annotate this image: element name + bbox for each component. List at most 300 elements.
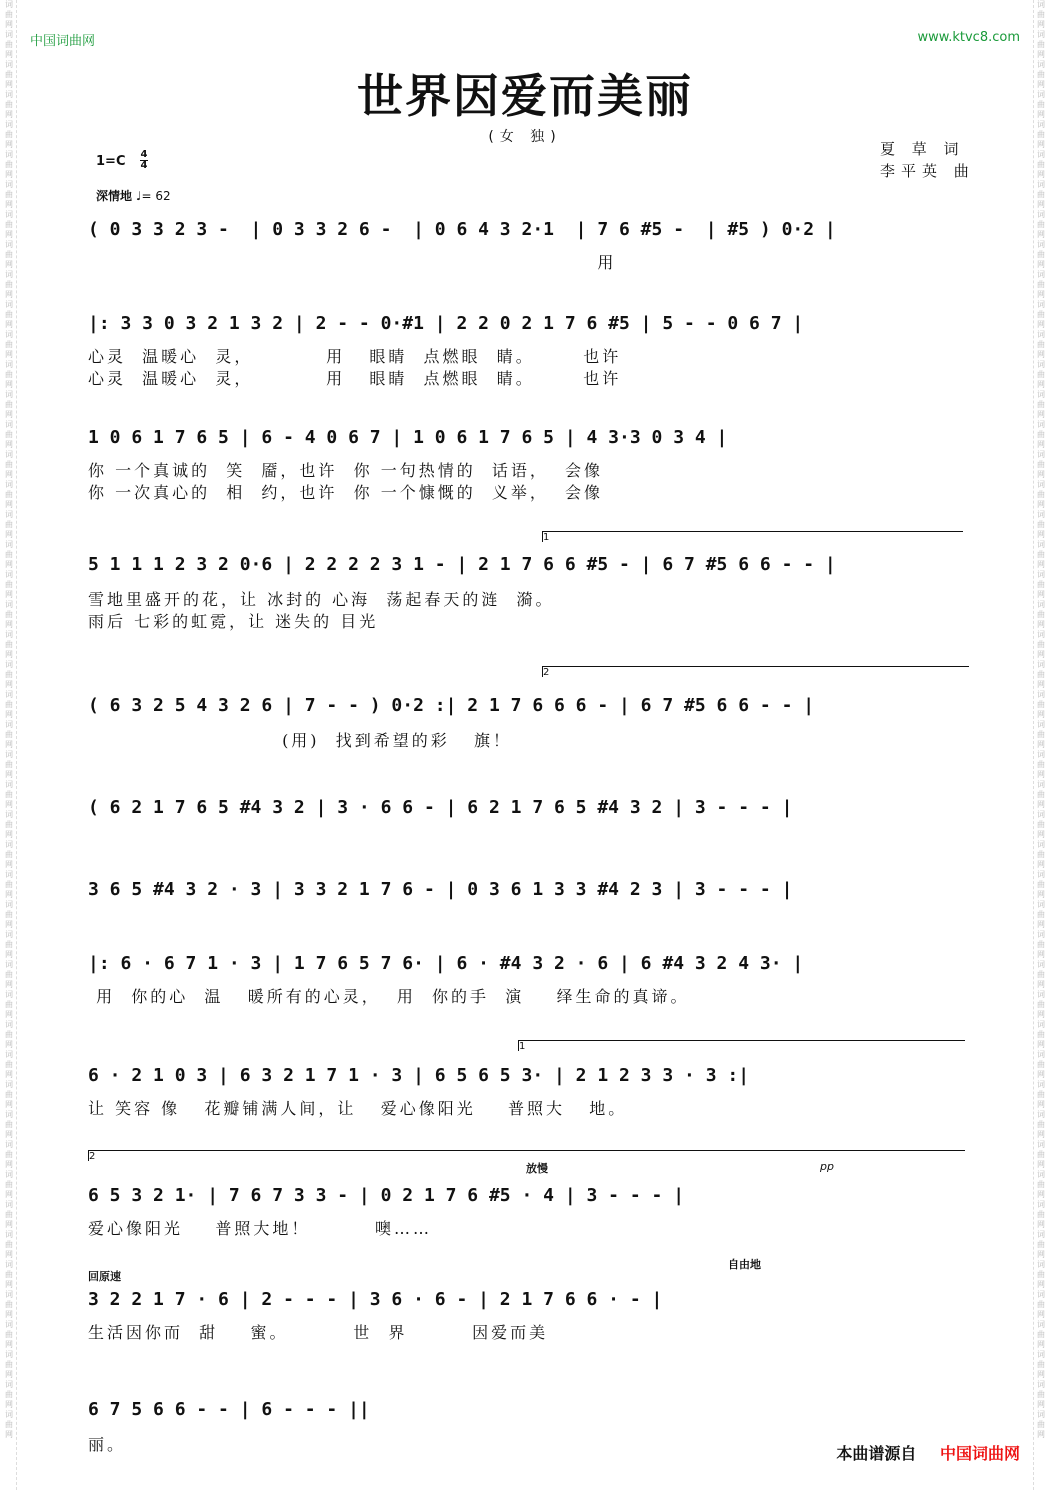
watermark-glyph: 网 — [1037, 290, 1045, 299]
watermark-glyph: 曲 — [1037, 490, 1045, 499]
watermark-glyph: 曲 — [1037, 700, 1045, 709]
watermark-glyph: 网 — [1037, 350, 1045, 359]
watermark-glyph: 网 — [1037, 1430, 1045, 1439]
watermark-glyph: 词 — [1037, 930, 1045, 939]
tempo-marking — [96, 187, 171, 204]
watermark-glyph: 曲 — [5, 1270, 13, 1279]
watermark-glyph: 曲 — [5, 400, 13, 409]
watermark-glyph: 曲 — [5, 190, 13, 199]
lyrics-row-1-a: 用 — [88, 253, 617, 272]
watermark-glyph: 词 — [1037, 120, 1045, 129]
watermark-glyph: 曲 — [1037, 790, 1045, 799]
watermark-glyph: 词 — [5, 810, 13, 819]
lyrics-row-11-a: 生活因你而 甜 蜜。 世 界 因爱而美 — [88, 1323, 549, 1342]
watermark-glyph: 曲 — [5, 970, 13, 979]
watermark-glyph: 网 — [5, 1100, 13, 1109]
watermark-glyph: 曲 — [1037, 670, 1045, 679]
watermark-glyph: 网 — [1037, 50, 1045, 59]
watermark-glyph: 曲 — [1037, 1300, 1045, 1309]
watermark-glyph: 网 — [1037, 1160, 1045, 1169]
watermark-glyph: 网 — [5, 410, 13, 419]
watermark-glyph: 曲 — [5, 310, 13, 319]
watermark-glyph: 曲 — [1037, 940, 1045, 949]
watermark-glyph: 网 — [1037, 470, 1045, 479]
watermark-glyph: 曲 — [1037, 610, 1045, 619]
watermark-glyph: 曲 — [1037, 220, 1045, 229]
watermark-glyph: 网 — [5, 770, 13, 779]
watermark-glyph: 词 — [5, 1260, 13, 1269]
watermark-glyph: 曲 — [1037, 1000, 1045, 1009]
volta-1-bottom: 1 — [518, 1040, 965, 1051]
watermark-glyph: 网 — [1037, 1400, 1045, 1409]
site-url-right[interactable]: www.ktvc8.com — [917, 30, 1020, 45]
watermark-glyph: 词 — [1037, 420, 1045, 429]
watermark-glyph: 曲 — [5, 1240, 13, 1249]
watermark-glyph: 网 — [1037, 1100, 1045, 1109]
watermark-glyph: 词 — [1037, 1350, 1045, 1359]
watermark-glyph: 网 — [5, 1400, 13, 1409]
watermark-glyph: 网 — [5, 380, 13, 389]
a-tempo-marking: 回原速 — [88, 1270, 121, 1283]
watermark-glyph: 网 — [1037, 920, 1045, 929]
watermark-glyph: 词 — [1037, 1260, 1045, 1269]
watermark-glyph: 词 — [1037, 1230, 1045, 1239]
watermark-glyph: 词 — [1037, 30, 1045, 39]
watermark-glyph: 曲 — [1037, 460, 1045, 469]
watermark-glyph: 词 — [1037, 1050, 1045, 1059]
watermark-glyph: 词 — [5, 1350, 13, 1359]
watermark-glyph: 网 — [5, 20, 13, 29]
watermark-glyph: 词 — [5, 840, 13, 849]
watermark-glyph: 网 — [1037, 530, 1045, 539]
watermark-glyph: 网 — [5, 470, 13, 479]
watermark-glyph: 词 — [5, 1320, 13, 1329]
site-name-left[interactable]: 中国词曲网 — [30, 34, 96, 49]
watermark-glyph: 曲 — [1037, 100, 1045, 109]
watermark-glyph: 网 — [5, 260, 13, 269]
watermark-glyph: 网 — [1037, 620, 1045, 629]
watermark-glyph: 词 — [5, 540, 13, 549]
watermark-glyph: 网 — [5, 440, 13, 449]
watermark-glyph: 曲 — [5, 40, 13, 49]
notes-row-10: 6 5 3 2 1· | 7 6 7 3 3 - | 0 2 1 7 6 #5 · 4 | 3 - - - | — [88, 1184, 685, 1206]
watermark-glyph: 曲 — [1037, 1390, 1045, 1399]
lyrics-row-10-a: 爱心像阳光 普照大地！ 噢…… — [88, 1219, 433, 1238]
watermark-glyph: 网 — [5, 650, 13, 659]
rubato-marking: 自由地 — [728, 1258, 761, 1271]
watermark-glyph: 词 — [5, 750, 13, 759]
watermark-glyph: 网 — [1037, 1070, 1045, 1079]
watermark-glyph: 网 — [1037, 1010, 1045, 1019]
key-signature: 1=C — [96, 154, 126, 169]
watermark-glyph: 曲 — [1037, 1180, 1045, 1189]
watermark-glyph: 词 — [5, 660, 13, 669]
watermark-glyph: 网 — [5, 1070, 13, 1079]
watermark-glyph: 曲 — [5, 520, 13, 529]
watermark-glyph: 网 — [5, 170, 13, 179]
watermark-glyph: 词 — [5, 510, 13, 519]
watermark-glyph: 曲 — [5, 1300, 13, 1309]
watermark-glyph: 曲 — [5, 1360, 13, 1369]
watermark-glyph: 网 — [1037, 890, 1045, 899]
watermark-glyph: 曲 — [1037, 160, 1045, 169]
watermark-glyph: 曲 — [5, 10, 13, 19]
watermark-glyph: 词 — [1037, 1290, 1045, 1299]
watermark-glyph: 曲 — [5, 70, 13, 79]
watermark-glyph: 曲 — [5, 340, 13, 349]
watermark-glyph: 曲 — [1037, 370, 1045, 379]
watermark-glyph: 网 — [5, 980, 13, 989]
watermark-glyph: 网 — [1037, 740, 1045, 749]
watermark-glyph: 词 — [1037, 720, 1045, 729]
watermark-glyph: 网 — [5, 530, 13, 539]
watermark-glyph: 网 — [5, 1370, 13, 1379]
watermark-glyph: 词 — [1037, 330, 1045, 339]
watermark-glyph: 词 — [5, 150, 13, 159]
watermark-glyph: 网 — [5, 890, 13, 899]
watermark-glyph: 词 — [5, 90, 13, 99]
notes-row-8: |: 6 · 6 7 1 · 3 | 1 7 6 5 7 6· | 6 · #4 3 2 · 6 | 6 #4 3 2 4 3· | — [88, 952, 804, 974]
watermark-glyph: 词 — [5, 210, 13, 219]
watermark-glyph: 词 — [1037, 300, 1045, 309]
watermark-glyph: 词 — [5, 1020, 13, 1029]
watermark-glyph: 词 — [5, 300, 13, 309]
watermark-glyph: 网 — [5, 710, 13, 719]
watermark-glyph: 网 — [5, 1160, 13, 1169]
watermark-glyph: 网 — [1037, 230, 1045, 239]
watermark-glyph: 词 — [1037, 690, 1045, 699]
watermark-glyph: 网 — [5, 1190, 13, 1199]
watermark-glyph: 词 — [1037, 780, 1045, 789]
watermark-glyph: 曲 — [5, 1060, 13, 1069]
watermark-glyph: 网 — [1037, 380, 1045, 389]
watermark-glyph: 曲 — [5, 730, 13, 739]
watermark-glyph: 曲 — [5, 160, 13, 169]
watermark-glyph: 词 — [5, 450, 13, 459]
watermark-glyph: 网 — [5, 200, 13, 209]
watermark-glyph: 网 — [5, 1130, 13, 1139]
watermark-glyph: 网 — [1037, 1040, 1045, 1049]
lyrics-row-4-a: 雪地里盛开的花，让 冰封的 心海 荡起春天的涟 漪。 — [88, 590, 555, 609]
watermark-glyph: 曲 — [1037, 70, 1045, 79]
watermark-glyph: 曲 — [1037, 880, 1045, 889]
watermark-glyph: 曲 — [5, 850, 13, 859]
watermark-glyph: 词 — [1037, 0, 1045, 9]
watermark-glyph: 曲 — [5, 1330, 13, 1339]
watermark-glyph: 曲 — [5, 280, 13, 289]
watermark-glyph: 词 — [5, 930, 13, 939]
watermark-glyph: 词 — [5, 1200, 13, 1209]
watermark-glyph: 曲 — [5, 760, 13, 769]
watermark-glyph: 词 — [5, 960, 13, 969]
source-label: 本曲谱源自 — [836, 1444, 917, 1463]
watermark-glyph: 词 — [5, 690, 13, 699]
watermark-glyph: 词 — [1037, 1140, 1045, 1149]
source-site[interactable]: 中国词曲网 — [939, 1444, 1020, 1463]
watermark-glyph: 词 — [5, 990, 13, 999]
watermark-glyph: 曲 — [5, 370, 13, 379]
watermark-glyph: 曲 — [5, 460, 13, 469]
watermark-glyph: 网 — [1037, 1280, 1045, 1289]
watermark-glyph: 词 — [1037, 480, 1045, 489]
watermark-glyph: 网 — [5, 1430, 13, 1439]
watermark-glyph: 曲 — [5, 250, 13, 259]
watermark-glyph: 词 — [1037, 960, 1045, 969]
lyrics-row-12-a: 丽。 — [88, 1435, 127, 1454]
watermark-glyph: 曲 — [1037, 820, 1045, 829]
watermark-glyph: 曲 — [1037, 910, 1045, 919]
watermark-glyph: 网 — [5, 290, 13, 299]
watermark-glyph: 曲 — [5, 1030, 13, 1039]
watermark-glyph: 曲 — [1037, 1360, 1045, 1369]
watermark-glyph: 网 — [1037, 80, 1045, 89]
watermark-glyph: 网 — [5, 1280, 13, 1289]
watermark-glyph: 曲 — [5, 490, 13, 499]
watermark-glyph: 曲 — [1037, 1150, 1045, 1159]
watermark-glyph: 曲 — [1037, 1030, 1045, 1039]
watermark-glyph: 网 — [1037, 20, 1045, 29]
watermark-glyph: 曲 — [5, 910, 13, 919]
source-footer — [836, 1441, 1020, 1464]
watermark-glyph: 曲 — [1037, 760, 1045, 769]
watermark-glyph: 词 — [1037, 870, 1045, 879]
watermark-glyph: 词 — [5, 0, 13, 9]
watermark-glyph: 曲 — [1037, 1120, 1045, 1129]
watermark-glyph: 曲 — [1037, 730, 1045, 739]
watermark-glyph: 曲 — [1037, 1090, 1045, 1099]
watermark-glyph: 网 — [5, 590, 13, 599]
watermark-glyph: 网 — [5, 500, 13, 509]
watermark-glyph: 词 — [1037, 1170, 1045, 1179]
watermark-glyph: 词 — [5, 480, 13, 489]
watermark-glyph: 词 — [5, 1050, 13, 1059]
watermark-glyph: 网 — [5, 620, 13, 629]
watermark-glyph: 网 — [1037, 830, 1045, 839]
lyrics-row-9-a: 让 笑容 像 花瓣铺满人间，让 爱心像阳光 普照大 地。 — [88, 1099, 628, 1118]
lyrics-row-3-a: 你 一个真诚的 笑 靥，也许 你 一句热情的 话语， 会像 — [88, 461, 604, 480]
watermark-glyph: 词 — [5, 1380, 13, 1389]
watermark-glyph: 曲 — [1037, 550, 1045, 559]
time-bottom: 4 — [140, 160, 148, 171]
watermark-glyph: 词 — [1037, 1200, 1045, 1209]
watermark-glyph: 词 — [5, 60, 13, 69]
watermark-glyph: 词 — [1037, 840, 1045, 849]
watermark-glyph: 曲 — [5, 100, 13, 109]
notes-row-12: 6 7 5 6 6 - - | 6 - - - || — [88, 1398, 370, 1420]
time-signature — [140, 150, 148, 171]
watermark-glyph: 网 — [5, 1340, 13, 1349]
watermark-glyph: 曲 — [5, 1090, 13, 1099]
watermark-glyph: 曲 — [5, 880, 13, 889]
watermark-glyph: 词 — [1037, 630, 1045, 639]
watermark-glyph: 网 — [5, 140, 13, 149]
watermark-glyph: 网 — [1037, 680, 1045, 689]
watermark-glyph: 曲 — [5, 1180, 13, 1189]
watermark-glyph: 网 — [5, 350, 13, 359]
watermark-glyph: 网 — [5, 80, 13, 89]
watermark-glyph: 网 — [1037, 410, 1045, 419]
watermark-glyph: 曲 — [5, 820, 13, 829]
watermark-glyph: 词 — [1037, 90, 1045, 99]
watermark-glyph: 网 — [5, 740, 13, 749]
watermark-glyph: 网 — [5, 50, 13, 59]
song-title: 世界因爱而美丽 — [357, 69, 693, 123]
time-top: 4 — [140, 149, 148, 160]
watermark-glyph: 网 — [1037, 980, 1045, 989]
watermark-glyph: 网 — [5, 950, 13, 959]
watermark-glyph: 词 — [1037, 570, 1045, 579]
watermark-glyph: 词 — [5, 1410, 13, 1419]
watermark-glyph: 网 — [1037, 170, 1045, 179]
tempo-value: ♩= 62 — [135, 189, 171, 203]
watermark-glyph: 曲 — [5, 700, 13, 709]
watermark-glyph: 词 — [1037, 1020, 1045, 1029]
watermark-glyph: 网 — [1037, 500, 1045, 509]
notes-row-6: ( 6 2 1 7 6 5 #4 3 2 | 3 · 6 6 - | 6 2 1 7 6 5 #4 3 2 | 3 - - - | — [88, 796, 793, 818]
watermark-glyph: 词 — [5, 870, 13, 879]
watermark-glyph: 词 — [1037, 1380, 1045, 1389]
watermark-glyph: 曲 — [1037, 130, 1045, 139]
watermark-glyph: 词 — [1037, 1410, 1045, 1419]
watermark-glyph: 词 — [1037, 150, 1045, 159]
notes-row-5: ( 6 3 2 5 4 3 2 6 | 7 - - ) 0·2 :| 2 1 7 6 6 6 - | 6 7 #5 6 6 - - | — [88, 694, 815, 716]
watermark-glyph: 词 — [5, 1110, 13, 1119]
watermark-glyph: 网 — [1037, 1250, 1045, 1259]
watermark-glyph: 曲 — [1037, 520, 1045, 529]
lyrics-row-4-b: 雨后 七彩的虹霓，让 迷失的 目光 — [88, 612, 379, 631]
watermark-glyph: 网 — [5, 860, 13, 869]
watermark-glyph: 曲 — [1037, 1330, 1045, 1339]
watermark-glyph: 曲 — [1037, 580, 1045, 589]
watermark-glyph: 曲 — [1037, 1270, 1045, 1279]
watermark-glyph: 词 — [5, 600, 13, 609]
watermark-glyph: 曲 — [1037, 280, 1045, 289]
watermark-glyph: 曲 — [5, 430, 13, 439]
watermark-glyph: 曲 — [1037, 1420, 1045, 1429]
watermark-glyph: 曲 — [1037, 400, 1045, 409]
watermark-glyph: 网 — [1037, 1130, 1045, 1139]
watermark-glyph: 曲 — [1037, 250, 1045, 259]
watermark-glyph: 网 — [5, 1310, 13, 1319]
watermark-glyph: 曲 — [5, 1420, 13, 1429]
watermark-glyph: 网 — [1037, 1310, 1045, 1319]
watermark-glyph: 词 — [5, 390, 13, 399]
watermark-glyph: 网 — [1037, 1340, 1045, 1349]
watermark-glyph: 网 — [5, 110, 13, 119]
watermark-glyph: 网 — [1037, 770, 1045, 779]
watermark-glyph: 词 — [5, 360, 13, 369]
composer-credit: 李平英 曲 — [880, 162, 975, 180]
song-subtitle: (女 独) — [488, 129, 562, 145]
watermark-glyph: 曲 — [5, 1210, 13, 1219]
watermark-glyph: 曲 — [5, 1000, 13, 1009]
watermark-glyph: 词 — [5, 1230, 13, 1239]
lyrics-row-2-b: 心灵 温暖心 灵， 用 眼睛 点燃眼 睛。 也许 — [88, 369, 622, 388]
watermark-glyph: 曲 — [5, 640, 13, 649]
watermark-glyph: 词 — [5, 570, 13, 579]
watermark-glyph: 曲 — [1037, 970, 1045, 979]
watermark-glyph: 网 — [1037, 1190, 1045, 1199]
watermark-glyph: 网 — [1037, 320, 1045, 329]
watermark-glyph: 网 — [5, 830, 13, 839]
watermark-glyph: 曲 — [5, 550, 13, 559]
watermark-glyph: 词 — [5, 720, 13, 729]
watermark-glyph: 曲 — [1037, 1210, 1045, 1219]
watermark-glyph: 曲 — [1037, 640, 1045, 649]
notes-row-1: ( 0 3 3 2 3 - | 0 3 3 2 6 - | 0 6 4 3 2·1 | 7 6 #5 - | #5 ) 0·2 | — [88, 218, 836, 240]
watermark-glyph: 词 — [1037, 660, 1045, 669]
watermark-glyph: 曲 — [5, 130, 13, 139]
notes-row-4: 5 1 1 1 2 3 2 0·6 | 2 2 2 2 3 1 - | 2 1 7 6 6 #5 - | 6 7 #5 6 6 - - | — [88, 553, 836, 575]
watermark-right — [1033, 0, 1048, 1490]
volta-2-top: 2 — [542, 666, 969, 677]
watermark-glyph: 网 — [1037, 560, 1045, 569]
watermark-glyph: 词 — [5, 900, 13, 909]
watermark-glyph: 网 — [5, 1250, 13, 1259]
watermark-glyph: 词 — [1037, 240, 1045, 249]
pianissimo-marking: pp — [820, 1160, 834, 1173]
watermark-glyph: 曲 — [1037, 430, 1045, 439]
watermark-glyph: 网 — [5, 680, 13, 689]
watermark-glyph: 词 — [5, 780, 13, 789]
watermark-glyph: 曲 — [5, 610, 13, 619]
notes-row-7: 3 6 5 #4 3 2 · 3 | 3 3 2 1 7 6 - | 0 3 6 1 3 3 #4 2 3 | 3 - - - | — [88, 878, 793, 900]
watermark-glyph: 词 — [5, 420, 13, 429]
watermark-glyph: 网 — [1037, 260, 1045, 269]
watermark-glyph: 词 — [1037, 540, 1045, 549]
watermark-glyph: 网 — [1037, 110, 1045, 119]
watermark-glyph: 网 — [1037, 800, 1045, 809]
watermark-glyph: 词 — [1037, 60, 1045, 69]
watermark-glyph: 词 — [1037, 270, 1045, 279]
watermark-glyph: 曲 — [5, 790, 13, 799]
watermark-glyph: 网 — [5, 1040, 13, 1049]
watermark-glyph: 网 — [1037, 440, 1045, 449]
watermark-glyph: 词 — [1037, 180, 1045, 189]
watermark-glyph: 词 — [1037, 450, 1045, 459]
watermark-glyph: 网 — [1037, 710, 1045, 719]
watermark-glyph: 曲 — [1037, 190, 1045, 199]
watermark-glyph: 网 — [1037, 1220, 1045, 1229]
watermark-glyph: 词 — [5, 1290, 13, 1299]
watermark-glyph: 曲 — [1037, 40, 1045, 49]
watermark-glyph: 网 — [1037, 650, 1045, 659]
watermark-glyph: 词 — [5, 1080, 13, 1089]
watermark-glyph: 曲 — [1037, 340, 1045, 349]
watermark-glyph: 词 — [1037, 810, 1045, 819]
watermark-glyph: 网 — [5, 320, 13, 329]
watermark-glyph: 词 — [5, 180, 13, 189]
watermark-glyph: 网 — [1037, 590, 1045, 599]
watermark-glyph: 曲 — [5, 1120, 13, 1129]
watermark-glyph: 网 — [5, 920, 13, 929]
watermark-left — [2, 0, 17, 1490]
watermark-glyph: 词 — [1037, 1080, 1045, 1089]
watermark-glyph: 曲 — [1037, 310, 1045, 319]
watermark-glyph: 词 — [1037, 1110, 1045, 1119]
watermark-glyph: 词 — [1037, 1320, 1045, 1329]
slow-down-marking: 放慢 — [526, 1162, 548, 1175]
watermark-glyph: 曲 — [5, 1150, 13, 1159]
watermark-glyph: 词 — [5, 630, 13, 639]
lyrics-row-2-a: 心灵 温暖心 灵， 用 眼睛 点燃眼 睛。 也许 — [88, 347, 622, 366]
watermark-glyph: 词 — [5, 330, 13, 339]
watermark-glyph: 网 — [1037, 950, 1045, 959]
watermark-glyph: 曲 — [5, 1390, 13, 1399]
watermark-glyph: 词 — [5, 30, 13, 39]
watermark-glyph: 网 — [5, 230, 13, 239]
watermark-glyph: 词 — [5, 1170, 13, 1179]
